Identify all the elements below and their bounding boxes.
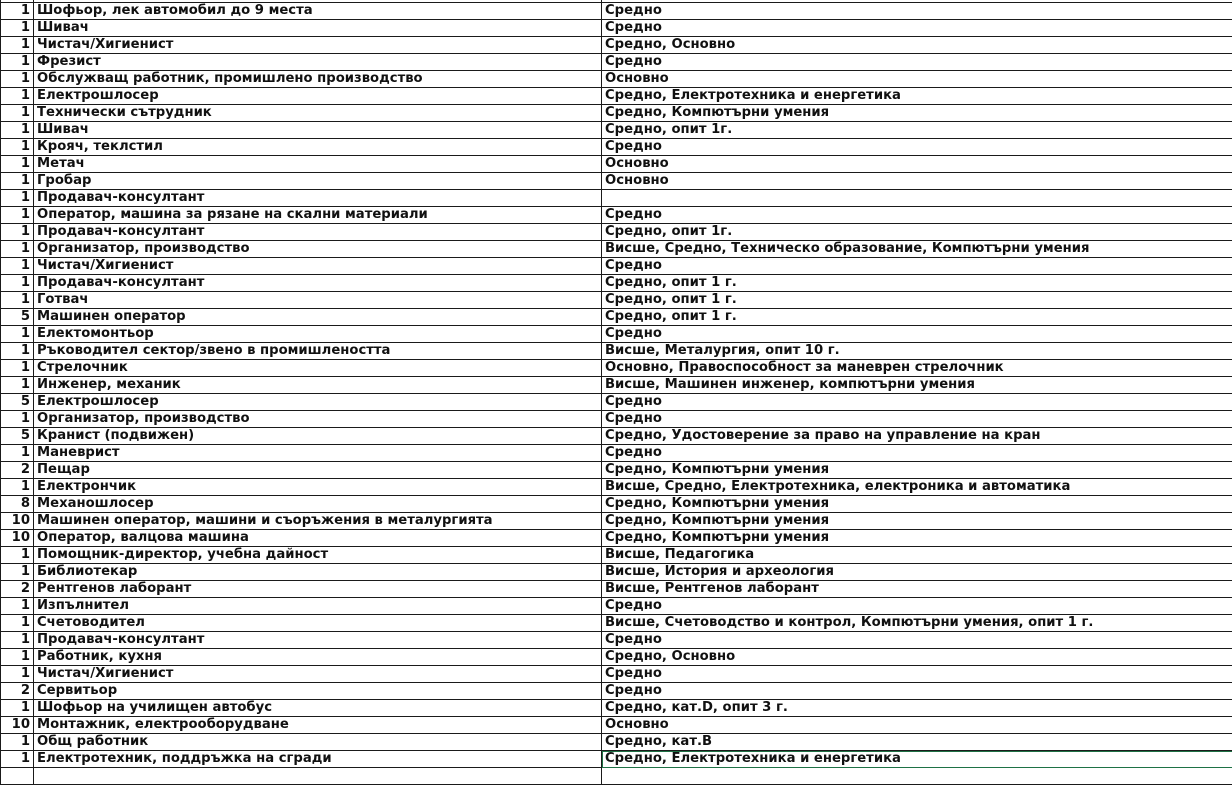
cell-requirements[interactable] [602,190,1232,207]
cell-requirements[interactable]: Средно [602,598,1232,615]
cell-count[interactable]: 10 [1,513,34,530]
cell-count[interactable]: 1 [1,343,34,360]
cell-position[interactable]: Маневрист [34,445,602,462]
table-row [1,496,1232,513]
cell-position[interactable]: Организатор, производство [34,411,602,428]
cell-position[interactable]: Инженер, механик [34,377,602,394]
cell-position[interactable]: Машинен оператор, машини и съоръжения в металургията [34,513,602,530]
table-row [1,717,1232,734]
cell-requirements[interactable]: Средно [602,394,1232,411]
cell-count[interactable]: 1 [1,479,34,496]
cell-requirements[interactable]: Средно [602,207,1232,224]
cell-count[interactable]: 1 [1,275,34,292]
cell-requirements[interactable]: Средно, Компютърни умения [602,105,1232,122]
cell-count[interactable]: 1 [1,241,34,258]
cell-count[interactable]: 1 [1,751,34,768]
cell-count[interactable]: 5 [1,309,34,326]
cell-position[interactable]: Електрошлосер [34,394,602,411]
cell-requirements[interactable]: Средно [602,411,1232,428]
cell-requirements[interactable]: Средно, Компютърни умения [602,513,1232,530]
table-row [1,649,1232,666]
table-row [1,615,1232,632]
cell-count[interactable]: 1 [1,258,34,275]
cell-position[interactable]: Оператор, валцова машина [34,530,602,547]
cell-requirements[interactable]: Средно [602,54,1232,71]
table-row [1,428,1232,445]
cell-requirements[interactable]: Висше, История и археология [602,564,1232,581]
cell-requirements[interactable]: Средно, кат.D, опит 3 г. [602,700,1232,717]
cell-requirements[interactable]: Средно [602,139,1232,156]
table-row [1,309,1232,326]
cell-requirements[interactable]: Средно, Компютърни умения [602,462,1232,479]
table-row [1,564,1232,581]
cell-position[interactable]: Библиотекар [34,564,602,581]
table-row [1,394,1232,411]
cell-position[interactable]: Работник, кухня [34,649,602,666]
cell-position[interactable]: Чистач/Хигиенист [34,666,602,683]
cell-position[interactable]: Шивач [34,20,602,37]
cell-requirements[interactable]: Основно [602,173,1232,190]
cell-count[interactable]: 10 [1,530,34,547]
cell-count[interactable]: 1 [1,71,34,88]
cell-position[interactable]: Крояч, теклстил [34,139,602,156]
cell-count[interactable]: 8 [1,496,34,513]
cell-position[interactable]: Пещар [34,462,602,479]
cell-requirements[interactable]: Средно, опит 1г. [602,122,1232,139]
cell-count[interactable]: 1 [1,292,34,309]
cell-requirements[interactable]: Основно [602,71,1232,88]
table-row [1,190,1232,207]
cell-position[interactable]: Шофьор, лек автомобил до 9 места [34,3,602,20]
table-row [1,292,1232,309]
cell-count[interactable]: 1 [1,224,34,241]
cell-requirements[interactable]: Средно [602,632,1232,649]
cell-requirements[interactable]: Средно, Електротехника и енергетика [602,751,1232,768]
cell-count[interactable]: 1 [1,139,34,156]
cell-position[interactable]: Продавач-консултант [34,224,602,241]
cell-position[interactable]: Метач [34,156,602,173]
cell-count[interactable]: 1 [1,666,34,683]
table-row [1,173,1232,190]
table-row [1,683,1232,700]
cell-position[interactable]: Сервитьор [34,683,602,700]
cell-requirements[interactable]: Средно, опит 1г. [602,224,1232,241]
cell-count[interactable]: 1 [1,649,34,666]
table-row [1,241,1232,258]
table-row [1,581,1232,598]
cell-requirements[interactable]: Основно [602,156,1232,173]
cell-position[interactable]: Счетоводител [34,615,602,632]
cell-count[interactable]: 1 [1,326,34,343]
cell-count[interactable]: 1 [1,37,34,54]
cell-position[interactable]: Ръководител сектор/звено в промишлеността [34,343,602,360]
cell-requirements[interactable]: Средно, Основно [602,649,1232,666]
cell-requirements[interactable]: Висше, Педагогика [602,547,1232,564]
cell-count[interactable] [1,768,34,785]
table-row [1,156,1232,173]
cell-requirements[interactable]: Средно, Компютърни умения [602,530,1232,547]
table-row [1,343,1232,360]
cell-requirements[interactable]: Висше, Средно, Електротехника, електроника и автоматика [602,479,1232,496]
cell-count[interactable]: 1 [1,156,34,173]
cell-requirements[interactable]: Висше, Средно, Техническо образование, Компютърни умения [602,241,1232,258]
cell-requirements[interactable]: Средно [602,683,1232,700]
cell-requirements[interactable]: Средно, Основно [602,37,1232,54]
table-row [1,462,1232,479]
table-row [1,3,1232,20]
cell-count[interactable]: 1 [1,190,34,207]
cell-count[interactable]: 1 [1,3,34,20]
table-row [1,666,1232,683]
cell-position[interactable]: Общ работник [34,734,602,751]
table-row [1,547,1232,564]
table-row [1,530,1232,547]
cell-position[interactable]: Електомонтьор [34,326,602,343]
cell-position[interactable]: Чистач/Хигиенист [34,37,602,54]
cell-position[interactable]: Обслужващ работник, промишлено производство [34,71,602,88]
cell-count[interactable]: 5 [1,428,34,445]
cell-count[interactable]: 1 [1,700,34,717]
table-row [1,88,1232,105]
cell-position[interactable]: Електрошлосер [34,88,602,105]
cell-requirements[interactable]: Средно [602,326,1232,343]
cell-count[interactable]: 1 [1,377,34,394]
cell-count[interactable]: 1 [1,20,34,37]
cell-requirements[interactable]: Средно [602,666,1232,683]
cell-requirements[interactable]: Висше, Рентгенов лаборант [602,581,1232,598]
table-row [1,411,1232,428]
table-row [1,598,1232,615]
table-row [1,445,1232,462]
cell-position[interactable]: Оператор, машина за рязане на скални материали [34,207,602,224]
table-row [1,122,1232,139]
cell-count[interactable]: 1 [1,547,34,564]
table-body [1,0,1232,785]
table-row [1,377,1232,394]
cell-count[interactable]: 1 [1,598,34,615]
cell-count[interactable]: 1 [1,122,34,139]
cell-position[interactable]: Монтажник, електрооборудване [34,717,602,734]
table-row [1,71,1232,88]
table-row [1,54,1232,71]
cell-position[interactable]: Механошлосер [34,496,602,513]
cell-position[interactable]: Помощник-директор, учебна дайност [34,547,602,564]
cell-position[interactable]: Шофьор на училищен автобус [34,700,602,717]
table-row [1,207,1232,224]
cell-count[interactable]: 1 [1,54,34,71]
cell-requirements[interactable]: Средно, опит 1 г. [602,292,1232,309]
cell-count[interactable]: 1 [1,445,34,462]
table-row [1,360,1232,377]
cell-position[interactable]: Шивач [34,122,602,139]
cell-count[interactable]: 2 [1,581,34,598]
cell-requirements[interactable]: Средно, Компютърни умения [602,496,1232,513]
cell-requirements[interactable]: Основно, Правоспособност за маневрен стрелочник [602,360,1232,377]
table-row [1,105,1232,122]
cell-count[interactable]: 1 [1,632,34,649]
cell-count[interactable]: 1 [1,564,34,581]
cell-requirements[interactable]: Средно, Удостоверение за право на управление на кран [602,428,1232,445]
cell-requirements[interactable] [602,768,1232,785]
cell-position[interactable]: Чистач/Хигиенист [34,258,602,275]
table-row [1,224,1232,241]
cell-position[interactable]: Технически сътрудник [34,105,602,122]
cell-position[interactable]: Машинен оператор [34,309,602,326]
cell-position[interactable]: Гробар [34,173,602,190]
cell-requirements[interactable]: Средно, кат.B [602,734,1232,751]
cell-requirements[interactable]: Средно, Електротехника и енергетика [602,88,1232,105]
cell-requirements[interactable]: Висше, Металургия, опит 10 г. [602,343,1232,360]
cell-position[interactable]: Електрончик [34,479,602,496]
cell-count[interactable]: 1 [1,734,34,751]
cell-requirements[interactable]: Средно, опит 1 г. [602,275,1232,292]
cell-requirements[interactable]: Висше, Счетоводство и контрол, Компютърни умения, опит 1 г. [602,615,1232,632]
cell-position[interactable]: Продавач-консултант [34,275,602,292]
cell-position[interactable] [34,768,602,785]
cell-requirements[interactable]: Висше, Машинен инженер, компютърни умения [602,377,1232,394]
table-row [1,734,1232,751]
table-row [1,37,1232,54]
cell-count[interactable]: 2 [1,683,34,700]
cell-position[interactable]: Рентгенов лаборант [34,581,602,598]
cell-requirements[interactable]: Средно [602,445,1232,462]
cell-position[interactable]: Изпълнител [34,598,602,615]
cell-count[interactable]: 1 [1,173,34,190]
cell-position[interactable]: Продавач-консултант [34,632,602,649]
cell-requirements[interactable]: Основно [602,717,1232,734]
cell-requirements[interactable]: Средно, опит 1 г. [602,309,1232,326]
cell-count[interactable]: 10 [1,717,34,734]
table-row [1,700,1232,717]
table-row [1,513,1232,530]
table-row [1,275,1232,292]
cell-position[interactable]: Фрезист [34,54,602,71]
cell-position[interactable]: Готвач [34,292,602,309]
cell-count[interactable]: 2 [1,462,34,479]
cell-requirements[interactable]: Средно [602,258,1232,275]
cell-count[interactable]: 1 [1,615,34,632]
table-row [1,751,1232,768]
cell-position[interactable]: Кранист (подвижен) [34,428,602,445]
table-row [1,20,1232,37]
cell-count[interactable]: 1 [1,88,34,105]
cell-count[interactable]: 5 [1,394,34,411]
table-row [1,139,1232,156]
cell-count[interactable]: 1 [1,411,34,428]
cell-count[interactable]: 1 [1,207,34,224]
cell-count[interactable]: 1 [1,360,34,377]
cell-position[interactable]: Електротехник, поддръжка на сгради [34,751,602,768]
cell-position[interactable]: Продавач-консултант [34,190,602,207]
table-row [1,768,1232,785]
table-row [1,326,1232,343]
table-row [1,632,1232,649]
cell-count[interactable]: 1 [1,105,34,122]
cell-position[interactable]: Стрелочник [34,360,602,377]
table-row [1,258,1232,275]
cell-requirements[interactable]: Средно [602,3,1232,20]
cell-position[interactable]: Организатор, производство [34,241,602,258]
table-row [1,479,1232,496]
cell-requirements[interactable]: Средно [602,20,1232,37]
